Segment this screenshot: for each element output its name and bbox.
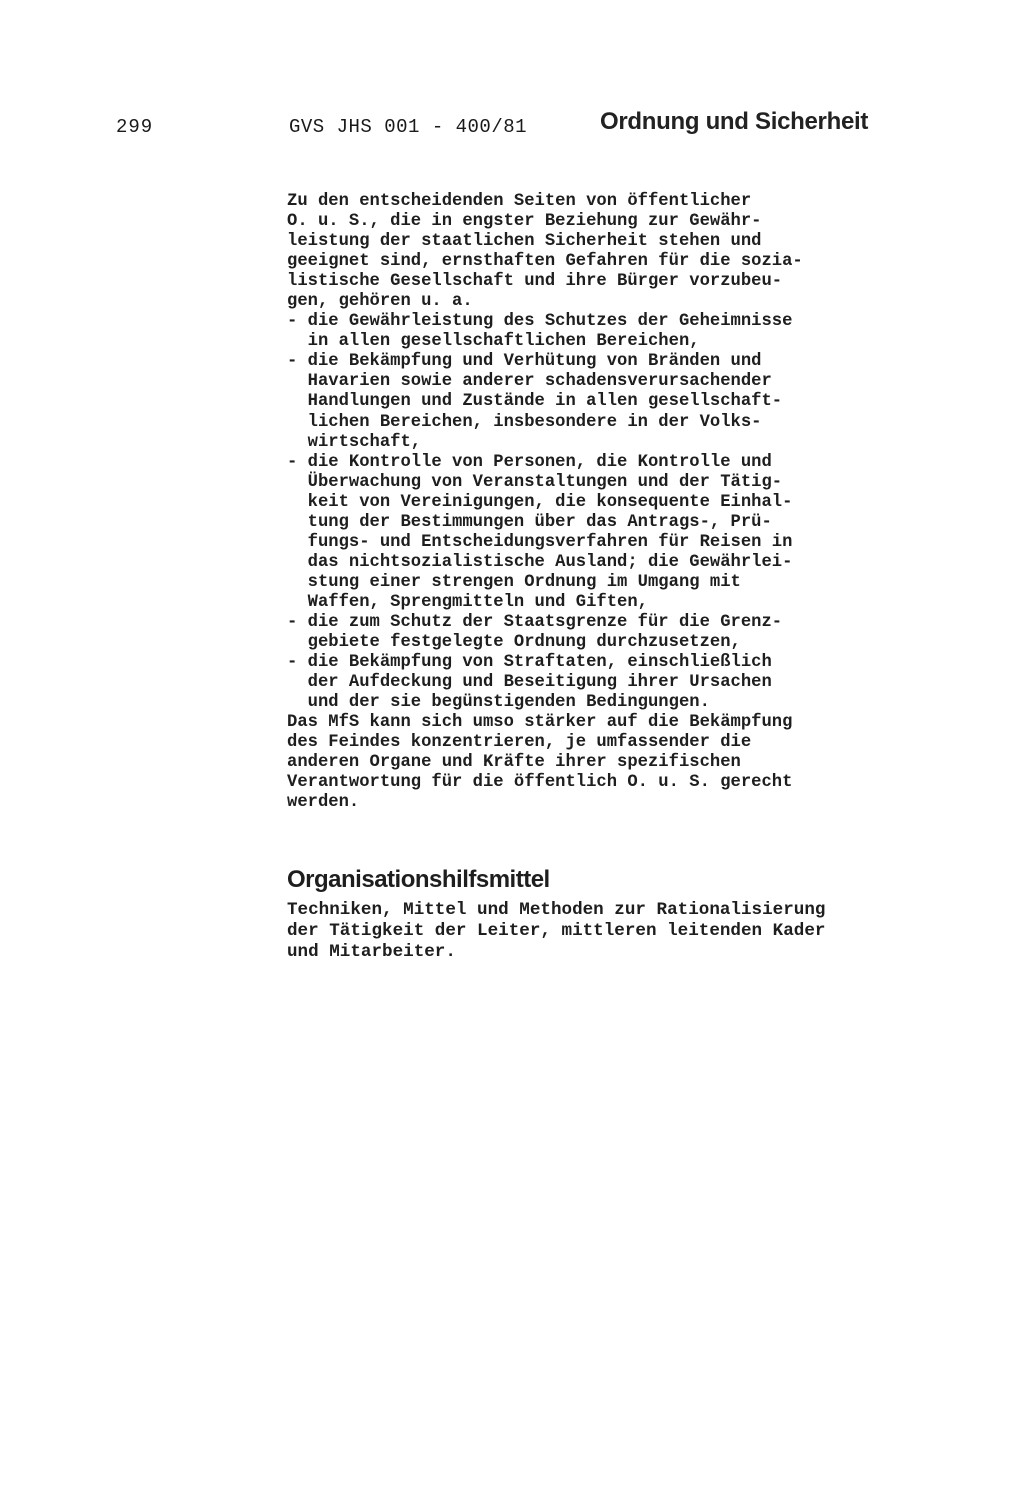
entry-line: O. u. S., die in engster Beziehung zur Gewähr- (287, 212, 762, 232)
list-item-line: tung der Bestimmungen über das Antrags-, Prü- (287, 512, 772, 532)
list-item-line: - die Kontrolle von Personen, die Kontrolle und (287, 452, 772, 472)
entry-line: listische Gesellschaft und ihre Bürger vorzubeu- (287, 272, 783, 292)
entry-line: geeignet sind, ernsthaften Gefahren für die sozia- (287, 252, 803, 272)
list-item-line: wirtschaft, (287, 432, 422, 452)
list-item-line: lichen Bereichen, insbesondere in der Volks- (287, 412, 762, 432)
entry-line: gen, gehören u. a. (287, 292, 473, 312)
list-item-line: stung einer strengen Ordnung im Umgang mit (287, 572, 741, 592)
entry-line: werden. (287, 793, 360, 813)
list-item-line: der Aufdeckung und Beseitigung ihrer Ursachen (287, 673, 772, 693)
entry-line: Verantwortung für die öffentlich O. u. S. gerecht (287, 773, 793, 793)
list-item-line: fungs- und Entscheidungsverfahren für Reisen in (287, 532, 793, 552)
list-item-line: - die zum Schutz der Staatsgrenze für die Grenz- (287, 612, 783, 632)
list-item-line: - die Gewährleistung des Schutzes der Geheimnisse (287, 312, 793, 332)
entry-line: Das MfS kann sich umso stärker auf die Bekämpfung (287, 713, 793, 733)
list-item-line: - die Bekämpfung von Straftaten, einschließlich (287, 653, 772, 673)
section-line: und Mitarbeiter. (287, 942, 456, 962)
entry-line: des Feindes konzentrieren, je umfassender die (287, 733, 752, 753)
list-item-line: keit von Vereinigungen, die konsequente Einhal- (287, 492, 793, 512)
section-body (287, 900, 947, 963)
list-item-line: das nichtsozialistische Ausland; die Gewährlei- (287, 552, 793, 572)
list-item-line: gebiete festgelegte Ordnung durchzusetzen, (287, 633, 741, 653)
section-heading: Organisationshilfsmittel (287, 866, 550, 893)
list-item-line: Handlungen und Zustände in allen gesellschaft- (287, 392, 783, 412)
list-item-line: Überwachung von Veranstaltungen und der Tätig- (287, 472, 783, 492)
entry-line: leistung der staatlichen Sicherheit stehen und (287, 232, 762, 252)
list-item-line: Havarien sowie anderer schadensverursachender (287, 372, 772, 392)
document-reference: GVS JHS 001 - 400/81 (289, 116, 528, 138)
running-head: Ordnung und Sicherheit (600, 108, 869, 135)
section-line: der Tätigkeit der Leiter, mittleren leitenden Kader (287, 921, 826, 941)
list-item-line: in allen gesellschaftlichen Bereichen, (287, 332, 700, 352)
section-line: Techniken, Mittel und Methoden zur Rationalisierung (287, 900, 826, 920)
list-item-line: Waffen, Sprengmitteln und Giften, (287, 592, 648, 612)
page-header (0, 108, 1024, 148)
entry-body (287, 192, 927, 813)
entry-line: anderen Organe und Kräfte ihrer spezifischen (287, 753, 741, 773)
page-number: 299 (116, 116, 154, 138)
list-item-line: - die Bekämpfung und Verhütung von Bränden und (287, 352, 762, 372)
entry-line: Zu den entscheidenden Seiten von öffentlicher (287, 192, 752, 211)
list-item-line: und der sie begünstigenden Bedingungen. (287, 693, 710, 713)
